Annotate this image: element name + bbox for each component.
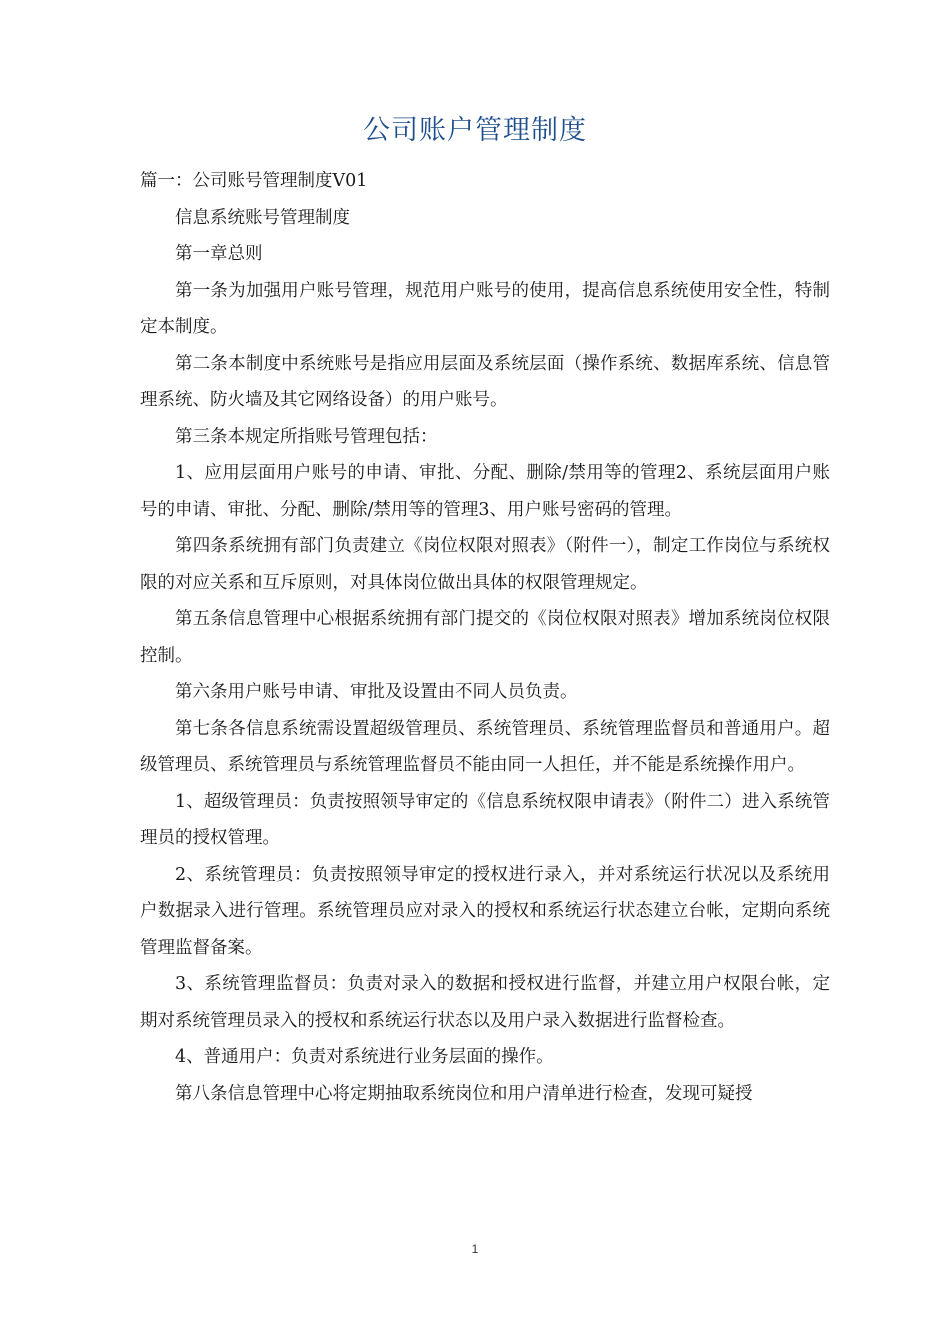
paragraph: 第八条信息管理中心将定期抽取系统岗位和用户清单进行检查，发现可疑授 (175, 1083, 753, 1104)
paragraph: 3、系统管理监督员：负责对录入的数据和授权进行监督，并建立用户权限台帐，定期对系统管理员录入的授权和系统运行状态以及用户录入数据进行监督检查。 (140, 974, 830, 1031)
paragraph: 第三条本规定所指账号管理包括： (175, 426, 438, 447)
paragraph: 第四条系统拥有部门负责建立《岗位权限对照表》（附件一），制定工作岗位与系统权限的对应关系和互斥原则，对具体岗位做出具体的权限管理规定。 (140, 536, 830, 593)
paragraph: 第六条用户账号申请、审批及设置由不同人员负责。 (175, 682, 578, 702)
paragraph: 1、超级管理员：负责按照领导审定的《信息系统权限申请表》（附件二）进入系统管理员的授权管理。 (140, 791, 830, 848)
paragraph: 第五条信息管理中心根据系统拥有部门提交的《岗位权限对照表》增加系统岗位权限控制。 (140, 609, 830, 666)
paragraph: 第一章总则 (175, 244, 263, 264)
paragraph: 1、应用层面用户账号的申请、审批、分配、删除/禁用等的管理2、系统层面用户账号的申请、审批、分配、删除/禁用等的管理3、用户账号密码的管理。 (140, 463, 830, 520)
paragraph: 2、系统管理员：负责按照领导审定的授权进行录入，并对系统运行状况以及系统用户数据录入进行管理。系统管理员应对录入的授权和系统运行状态建立台帐，定期向系统管理监督备案。 (140, 864, 830, 958)
paragraph: 第一条为加强用户账号管理，规范用户账号的使用，提高信息系统使用安全性，特制定本制度。 (140, 280, 830, 337)
page-number: 1 (471, 1242, 479, 1256)
document-title: 公司账户管理制度 (363, 115, 587, 146)
paragraph: 篇一：公司账号管理制度V01 (140, 171, 368, 191)
paragraph: 第七条各信息系统需设置超级管理员、系统管理员、系统管理监督员和普通用户。超级管理员、系统管理员与系统管理监督员不能由同一人担任，并不能是系统操作用户。 (140, 718, 830, 775)
document-body (140, 163, 830, 1112)
paragraph: 4、普通用户：负责对系统进行业务层面的操作。 (175, 1047, 554, 1067)
paragraph: 信息系统账号管理制度 (175, 207, 350, 228)
paragraph: 第二条本制度中系统账号是指应用层面及系统层面（操作系统、数据库系统、信息管理系统、防火墙及其它网络设备）的用户账号。 (140, 353, 830, 410)
